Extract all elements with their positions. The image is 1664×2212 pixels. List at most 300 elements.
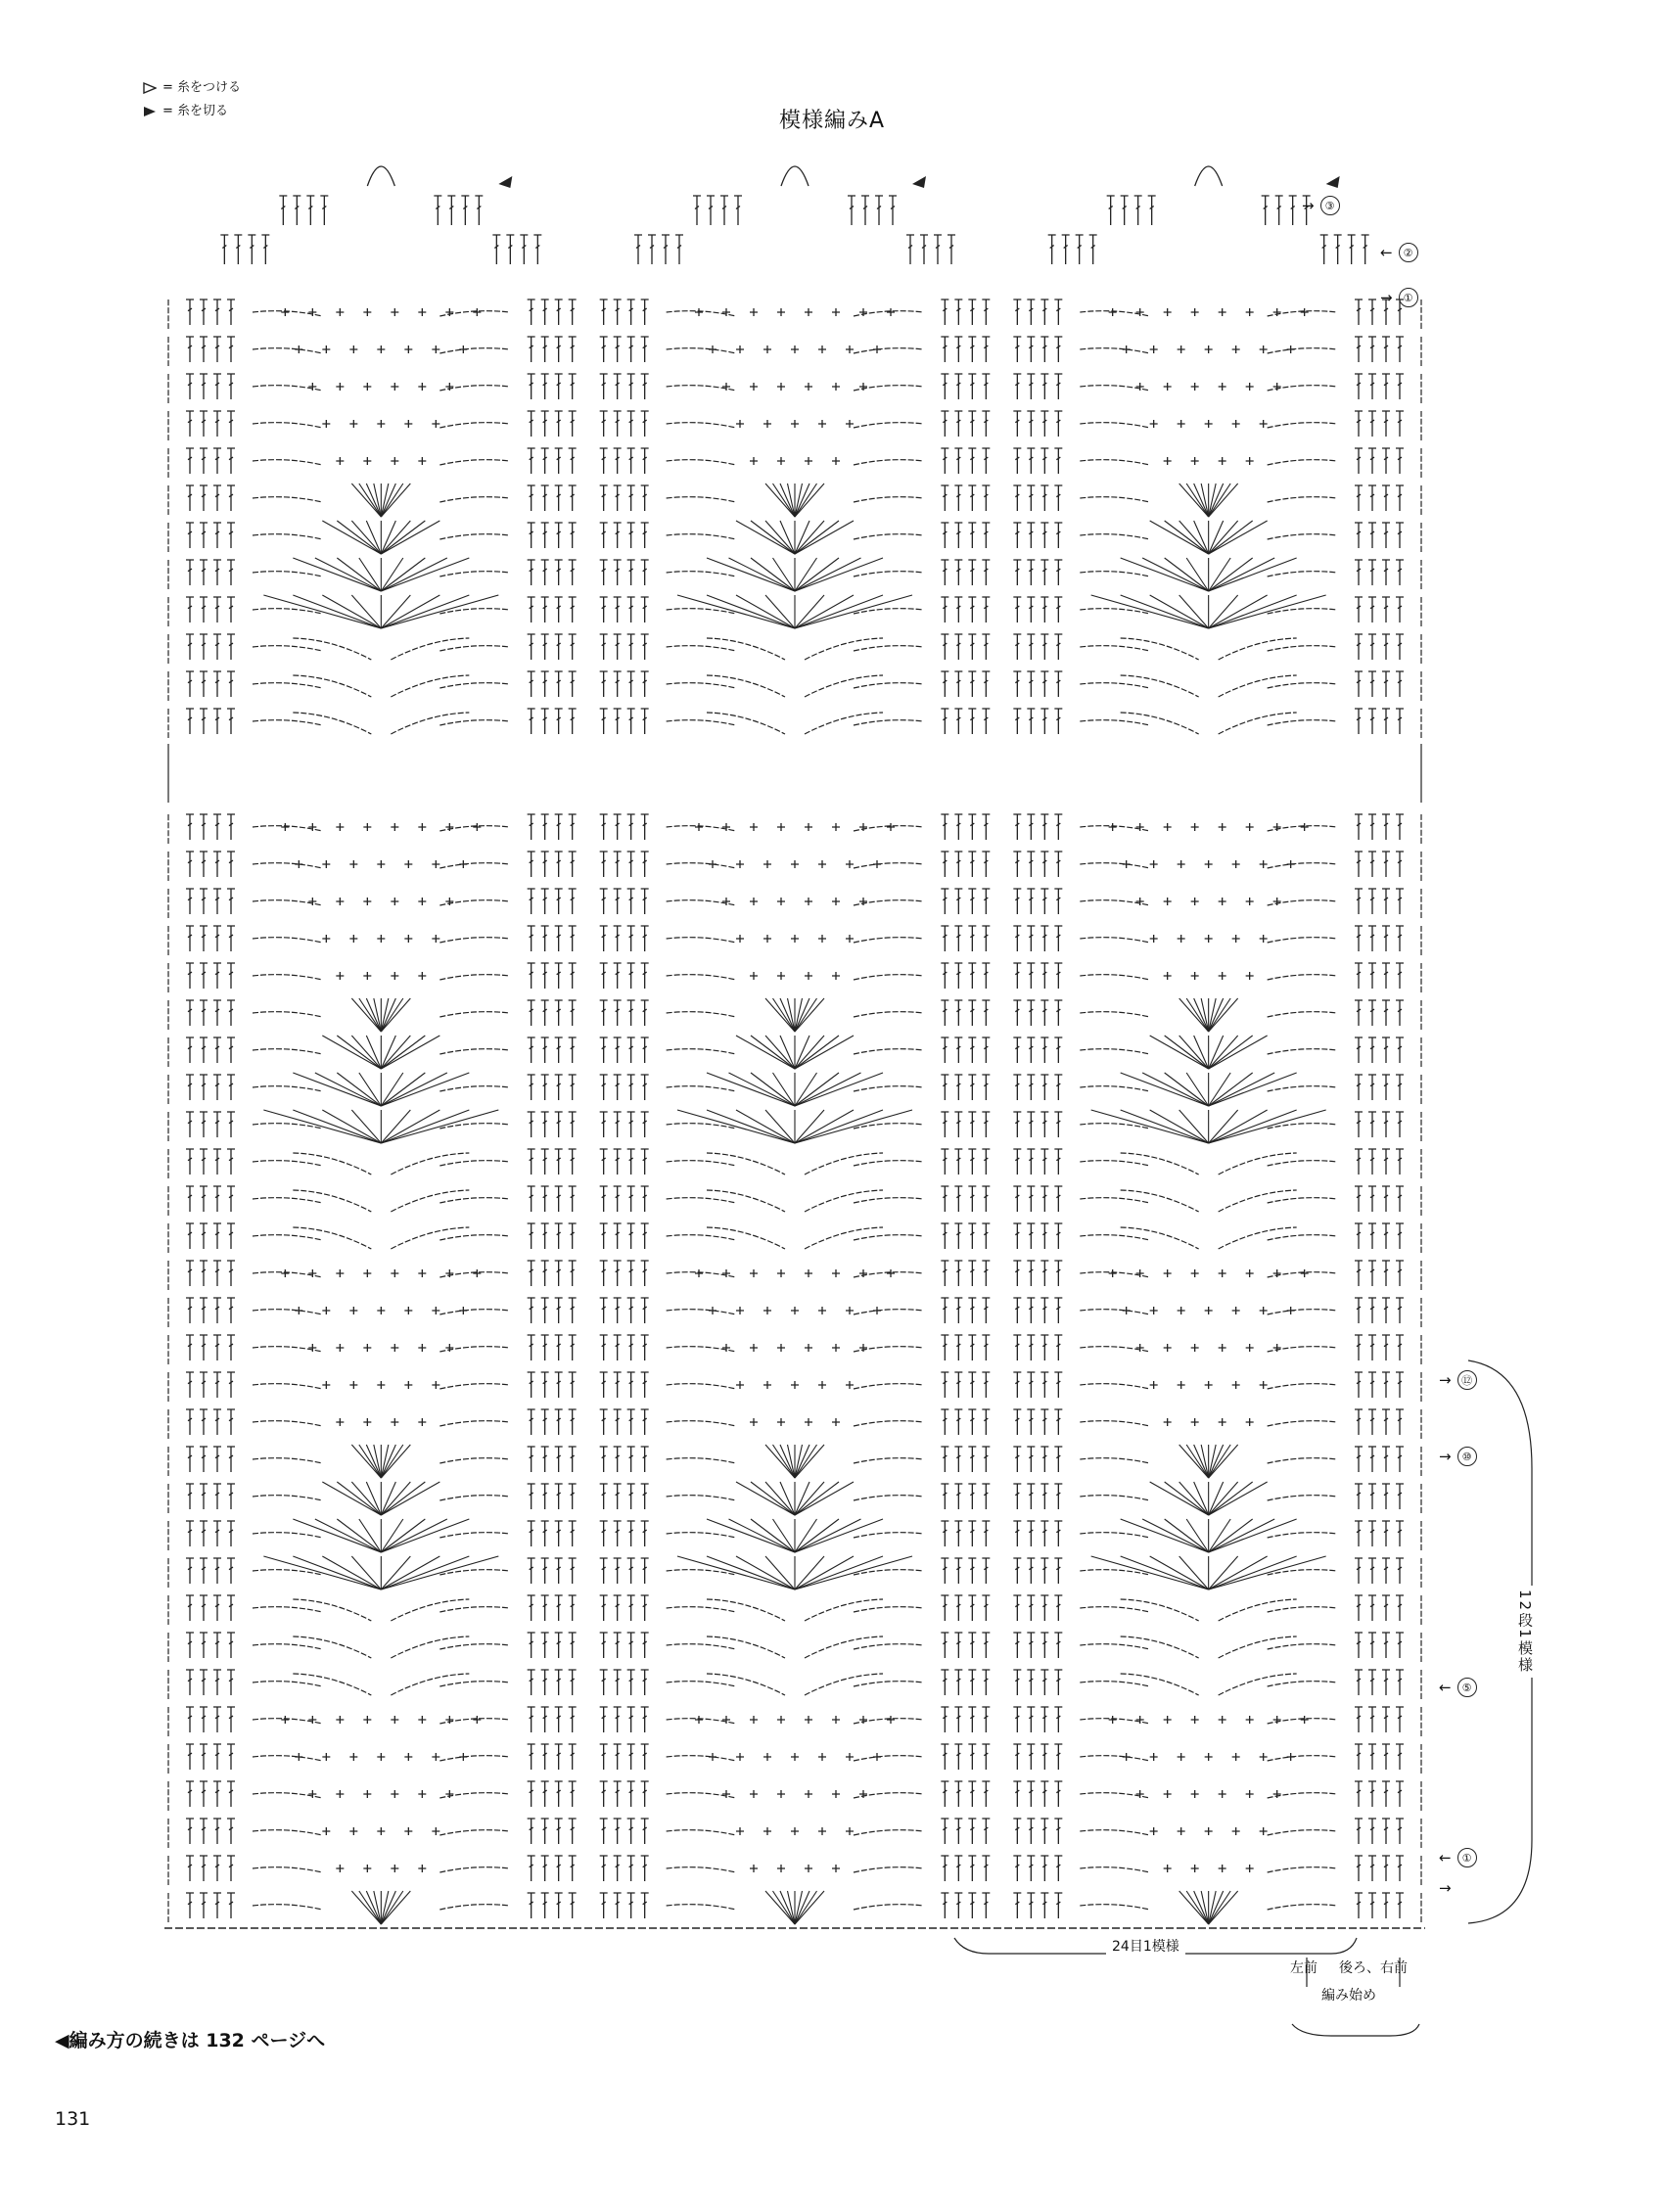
dc-stitch <box>1368 1707 1376 1732</box>
page-number: 131 <box>55 2108 91 2130</box>
fan-stitch <box>293 558 381 591</box>
dc-stitch <box>1054 852 1062 877</box>
dc-stitch <box>569 1372 577 1398</box>
dc-stitch <box>600 1595 608 1621</box>
dc-stitch <box>1054 1484 1062 1509</box>
sc-stitch <box>1246 1790 1254 1798</box>
chain-stitch <box>667 534 736 539</box>
dc-stitch <box>627 560 635 585</box>
dc-stitch <box>227 634 235 660</box>
sc-stitch <box>1164 1418 1172 1426</box>
chain-stitch <box>1268 1496 1337 1500</box>
sc-stitch <box>1178 1307 1185 1314</box>
legend-attach-label: = 糸をつける <box>162 80 242 95</box>
sc-stitch <box>736 1307 744 1314</box>
chain-stitch <box>805 713 883 734</box>
dc-stitch <box>569 852 577 877</box>
dc-stitch <box>954 1447 962 1472</box>
sc-stitch <box>777 1344 785 1352</box>
chain-stitch <box>707 638 785 660</box>
chain-stitch <box>1268 683 1337 688</box>
sc-stitch <box>750 972 758 980</box>
dc-stitch <box>941 709 948 734</box>
dc-stitch <box>1396 814 1404 840</box>
dc-stitch <box>1368 1595 1376 1621</box>
chain-stitch <box>1080 1905 1149 1910</box>
chain-stitch <box>1268 938 1337 943</box>
dc-stitch <box>1027 1223 1035 1249</box>
dc-stitch <box>1054 1633 1062 1658</box>
sc-stitch <box>791 346 799 353</box>
sc-stitch <box>1246 1865 1254 1872</box>
sc-stitch <box>1219 308 1226 316</box>
fan-stitch <box>795 521 839 554</box>
dc-stitch <box>982 560 990 585</box>
dc-stitch <box>941 1149 948 1175</box>
dc-stitch <box>600 1856 608 1881</box>
dc-stitch <box>213 1298 221 1323</box>
arrow-right-icon: → <box>1302 197 1315 214</box>
dc-stitch <box>1040 1558 1048 1584</box>
sc-stitch <box>363 383 371 391</box>
dc-stitch <box>227 1298 235 1323</box>
fan-stitch <box>780 1891 795 1924</box>
fan-stitch <box>293 1073 381 1106</box>
sc-stitch <box>1150 420 1158 428</box>
dc-stitch <box>954 1335 962 1360</box>
dc-stitch <box>1040 1335 1048 1360</box>
dc-stitch <box>1368 1112 1376 1137</box>
fan-stitch <box>1121 595 1209 628</box>
dc-stitch <box>186 300 194 325</box>
dc-stitch <box>541 1223 549 1249</box>
chain-stitch <box>253 423 322 428</box>
dc-stitch <box>541 1707 549 1732</box>
fan-stitch <box>293 1556 381 1590</box>
fan-stitch <box>381 1110 469 1143</box>
sc-stitch <box>445 1344 453 1352</box>
dc-stitch <box>520 235 528 264</box>
dc-stitch <box>600 374 608 399</box>
dc-stitch <box>555 1335 563 1360</box>
dc-stitch <box>627 1707 635 1732</box>
chain-stitch <box>253 1198 322 1203</box>
dc-stitch <box>600 523 608 548</box>
dc-stitch <box>1382 1781 1390 1807</box>
chain-stitch <box>854 1496 923 1500</box>
fan-stitch <box>263 1556 381 1590</box>
dc-stitch <box>600 411 608 437</box>
chain-stitch <box>1219 1153 1297 1175</box>
dc-stitch <box>541 337 549 362</box>
fan-stitch <box>337 1073 381 1106</box>
chain-stitch <box>667 720 736 725</box>
chain-stitch <box>667 1310 736 1314</box>
dc-stitch <box>528 1670 535 1695</box>
chain-stitch <box>854 497 923 502</box>
dc-stitch <box>541 1856 549 1881</box>
dc-stitch <box>954 634 962 660</box>
sc-stitch <box>777 308 785 316</box>
dc-stitch <box>954 1595 962 1621</box>
fan-stitch <box>765 521 795 554</box>
dc-stitch <box>1027 485 1035 511</box>
dc-stitch <box>1382 337 1390 362</box>
dc-stitch <box>1355 1298 1363 1323</box>
fan-stitch <box>795 1073 883 1106</box>
dc-stitch <box>941 1595 948 1621</box>
dc-stitch <box>200 485 208 511</box>
sc-stitch <box>1246 972 1254 980</box>
dc-stitch <box>541 560 549 585</box>
dc-stitch <box>528 671 535 697</box>
chain-stitch <box>805 675 883 697</box>
dc-stitch <box>641 337 649 362</box>
fan-stitch <box>1209 1482 1253 1515</box>
chain-stitch <box>1268 572 1337 576</box>
dc-stitch <box>1320 235 1328 264</box>
chain-stitch <box>1219 638 1297 660</box>
dc-stitch <box>1054 374 1062 399</box>
dc-stitch <box>528 1744 535 1770</box>
dc-stitch <box>968 1521 976 1546</box>
dc-stitch <box>200 1893 208 1918</box>
dc-stitch <box>968 926 976 951</box>
fan-stitch <box>795 1482 824 1515</box>
dc-stitch <box>1382 1819 1390 1844</box>
dc-stitch <box>1054 709 1062 734</box>
dc-stitch <box>1368 1521 1376 1546</box>
fan-stitch <box>381 1110 498 1143</box>
dc-stitch <box>1382 1075 1390 1100</box>
sc-stitch <box>1246 1344 1254 1352</box>
dc-stitch <box>1013 597 1021 622</box>
sc-stitch <box>859 383 867 391</box>
dc-stitch <box>1355 597 1363 622</box>
dc-stitch <box>614 1856 622 1881</box>
sc-stitch <box>1232 1381 1240 1389</box>
dc-stitch <box>982 1856 990 1881</box>
dc-stitch <box>200 1744 208 1770</box>
dc-stitch <box>555 1000 563 1026</box>
sc-stitch <box>322 860 330 868</box>
chain-stitch <box>1268 1310 1337 1314</box>
dc-stitch <box>982 374 990 399</box>
dc-stitch <box>1054 1521 1062 1546</box>
peak-chain <box>1195 166 1223 186</box>
chain-stitch <box>439 1830 509 1835</box>
dc-stitch <box>600 1335 608 1360</box>
fan-stitch <box>366 1891 381 1924</box>
dc-stitch <box>614 634 622 660</box>
chain-stitch <box>1268 1867 1337 1872</box>
fan-stitch <box>795 521 824 554</box>
dc-stitch <box>1013 1484 1021 1509</box>
dc-stitch <box>555 1298 563 1323</box>
fan-stitch <box>1091 595 1209 628</box>
sc-stitch <box>1219 1418 1226 1426</box>
chain-stitch <box>805 1599 883 1621</box>
dc-stitch <box>982 1819 990 1844</box>
dc-stitch <box>1040 1595 1048 1621</box>
dc-stitch <box>1013 1335 1021 1360</box>
chain-stitch <box>1268 1012 1337 1017</box>
dc-stitch <box>600 1037 608 1063</box>
dc-stitch <box>641 1261 649 1286</box>
dc-stitch <box>641 1447 649 1472</box>
dc-stitch <box>555 709 563 734</box>
dc-stitch <box>227 523 235 548</box>
sc-stitch <box>1150 1307 1158 1314</box>
dc-stitch <box>555 1447 563 1472</box>
fan-stitch <box>751 1073 795 1106</box>
sc-stitch <box>1150 1753 1158 1761</box>
dc-stitch <box>1027 634 1035 660</box>
sc-stitch <box>1109 823 1117 831</box>
chain-stitch <box>854 1161 923 1166</box>
sc-stitch <box>1164 1790 1172 1798</box>
fan-stitch <box>1165 1036 1209 1069</box>
dc-stitch <box>227 1856 235 1881</box>
row-number: ⑤ <box>1457 1678 1477 1697</box>
dc-stitch <box>641 1744 649 1770</box>
fan-stitch <box>1150 1482 1209 1515</box>
chain-stitch <box>854 1756 923 1761</box>
chain-stitch <box>253 497 322 502</box>
sc-stitch <box>445 823 453 831</box>
chain-stitch <box>854 1012 923 1017</box>
dc-stitch <box>541 1484 549 1509</box>
sc-stitch <box>832 823 840 831</box>
sc-stitch <box>736 935 744 943</box>
sc-stitch <box>846 1381 854 1389</box>
dc-stitch <box>627 523 635 548</box>
dc-stitch <box>982 1037 990 1063</box>
dc-stitch <box>1355 560 1363 585</box>
chain-stitch <box>667 1235 736 1240</box>
dc-stitch <box>627 1037 635 1063</box>
dc-stitch <box>1262 196 1270 225</box>
dc-stitch <box>555 1521 563 1546</box>
chain-stitch <box>854 1607 923 1612</box>
fan-stitch <box>366 484 381 517</box>
chain-stitch <box>667 1458 736 1463</box>
fan-stitch <box>707 1110 795 1143</box>
sc-stitch <box>349 1827 357 1835</box>
chain-stitch <box>1268 720 1337 725</box>
chain-stitch <box>1121 1153 1199 1175</box>
dc-stitch <box>213 1335 221 1360</box>
chain-stitch <box>1080 1086 1149 1091</box>
sc-stitch <box>750 898 758 905</box>
dc-stitch <box>982 337 990 362</box>
chain-stitch <box>1080 1012 1149 1017</box>
sc-stitch <box>363 308 371 316</box>
sc-stitch <box>1164 1716 1172 1724</box>
dc-stitch <box>941 1819 948 1844</box>
dc-stitch <box>954 560 962 585</box>
dc-stitch <box>1275 196 1283 225</box>
dc-stitch <box>200 1670 208 1695</box>
chain-stitch <box>293 1190 371 1212</box>
sc-stitch <box>750 383 758 391</box>
dc-stitch <box>1382 1707 1390 1732</box>
dc-stitch <box>227 1558 235 1584</box>
dc-stitch <box>600 1521 608 1546</box>
sc-stitch <box>322 420 330 428</box>
fan-stitch <box>381 595 469 628</box>
chain-stitch <box>854 1644 923 1649</box>
chain-stitch <box>1121 675 1199 697</box>
sc-stitch <box>846 860 854 868</box>
sc-stitch <box>763 935 771 943</box>
chain-stitch <box>854 460 923 465</box>
dc-stitch <box>1355 634 1363 660</box>
dc-stitch <box>941 337 948 362</box>
dc-stitch <box>1027 1447 1035 1472</box>
dc-stitch <box>227 337 235 362</box>
dc-stitch <box>200 1149 208 1175</box>
dc-stitch <box>1382 411 1390 437</box>
sc-stitch <box>736 420 744 428</box>
dc-stitch <box>982 889 990 914</box>
sc-stitch <box>391 1269 398 1277</box>
dc-stitch <box>227 1000 235 1026</box>
dc-stitch <box>200 852 208 877</box>
dc-stitch <box>569 926 577 951</box>
sc-stitch <box>418 1790 426 1798</box>
dc-stitch <box>1334 235 1342 264</box>
dc-stitch <box>1382 448 1390 474</box>
fan-stitch <box>337 558 381 591</box>
fan-stitch <box>795 1445 824 1478</box>
dc-stitch <box>1054 300 1062 325</box>
dc-stitch <box>1355 1781 1363 1807</box>
sc-stitch <box>1150 1827 1158 1835</box>
chain-stitch <box>854 720 923 725</box>
dc-stitch <box>1013 1149 1021 1175</box>
dc-stitch <box>227 1781 235 1807</box>
dc-stitch <box>1355 485 1363 511</box>
chain-stitch <box>667 1644 736 1649</box>
sc-stitch <box>763 1753 771 1761</box>
dc-stitch <box>954 1075 962 1100</box>
dc-stitch <box>1355 814 1363 840</box>
dc-stitch <box>213 1670 221 1695</box>
chain-stitch <box>439 1012 509 1017</box>
chain-stitch <box>667 497 736 502</box>
dc-stitch <box>614 560 622 585</box>
dc-stitch <box>1382 1856 1390 1881</box>
sc-stitch <box>832 1344 840 1352</box>
fan-stitch <box>1209 1110 1297 1143</box>
sc-stitch <box>1191 1269 1199 1277</box>
dc-stitch <box>1013 411 1021 437</box>
sc-stitch <box>750 1344 758 1352</box>
chain-stitch <box>439 572 509 576</box>
chain-stitch <box>1080 1756 1149 1761</box>
sc-stitch <box>349 935 357 943</box>
fan-stitch <box>795 1519 883 1552</box>
dc-stitch <box>1362 235 1369 264</box>
dc-stitch <box>662 235 670 264</box>
fan-stitch <box>795 1519 861 1552</box>
dc-stitch <box>1355 926 1363 951</box>
dc-stitch <box>1040 1633 1048 1658</box>
chain-stitch <box>439 720 509 725</box>
chain-stitch <box>667 1198 736 1203</box>
chain-stitch <box>253 1607 322 1612</box>
dc-stitch <box>186 889 194 914</box>
fan-stitch <box>322 1110 381 1143</box>
continue-note: ◀編み方の続きは 132 ページへ <box>55 2030 326 2051</box>
dc-stitch <box>1396 1223 1404 1249</box>
sc-stitch <box>1178 935 1185 943</box>
dc-stitch <box>641 300 649 325</box>
dc-stitch <box>1396 1595 1404 1621</box>
dc-stitch <box>461 196 469 225</box>
dc-stitch <box>213 709 221 734</box>
dc-stitch <box>1054 889 1062 914</box>
chain-stitch <box>253 683 322 688</box>
dc-stitch <box>541 926 549 951</box>
dc-stitch <box>1013 1744 1021 1770</box>
dc-stitch <box>1013 1819 1021 1844</box>
chain-stitch <box>854 423 923 428</box>
sc-stitch <box>736 1381 744 1389</box>
arrow-left-icon: ← <box>1439 1849 1452 1866</box>
dc-stitch <box>1382 1670 1390 1695</box>
chain-stitch <box>667 863 736 868</box>
dc-stitch <box>941 560 948 585</box>
dc-stitch <box>569 1781 577 1807</box>
chain-stitch <box>253 1905 322 1910</box>
chain-stitch <box>439 1496 509 1500</box>
dc-stitch <box>600 1149 608 1175</box>
dc-stitch <box>528 1633 535 1658</box>
dc-stitch <box>982 1261 990 1286</box>
sc-stitch <box>445 898 453 905</box>
dc-stitch <box>1382 1521 1390 1546</box>
dc-stitch <box>555 337 563 362</box>
dc-stitch <box>555 1893 563 1918</box>
dc-stitch <box>1054 1149 1062 1175</box>
dc-stitch <box>600 1447 608 1472</box>
dc-stitch <box>982 597 990 622</box>
dc-stitch <box>1368 1298 1376 1323</box>
dc-stitch <box>1368 814 1376 840</box>
sc-stitch <box>377 935 385 943</box>
sc-stitch <box>832 1865 840 1872</box>
dc-stitch <box>627 634 635 660</box>
dc-stitch <box>1396 1670 1404 1695</box>
chain-stitch <box>439 975 509 980</box>
dc-stitch <box>1054 1856 1062 1881</box>
dc-stitch <box>541 1000 549 1026</box>
sc-stitch <box>832 1716 840 1724</box>
chain-stitch <box>1080 1161 1149 1166</box>
dc-stitch <box>941 1856 948 1881</box>
dc-stitch <box>641 1856 649 1881</box>
dc-stitch <box>1013 963 1021 989</box>
dc-stitch <box>1368 889 1376 914</box>
chain-stitch <box>253 1867 322 1872</box>
dc-stitch <box>627 1521 635 1546</box>
dc-stitch <box>528 411 535 437</box>
dc-stitch <box>1355 1595 1363 1621</box>
sc-stitch <box>281 1716 289 1724</box>
dc-stitch <box>600 1186 608 1212</box>
